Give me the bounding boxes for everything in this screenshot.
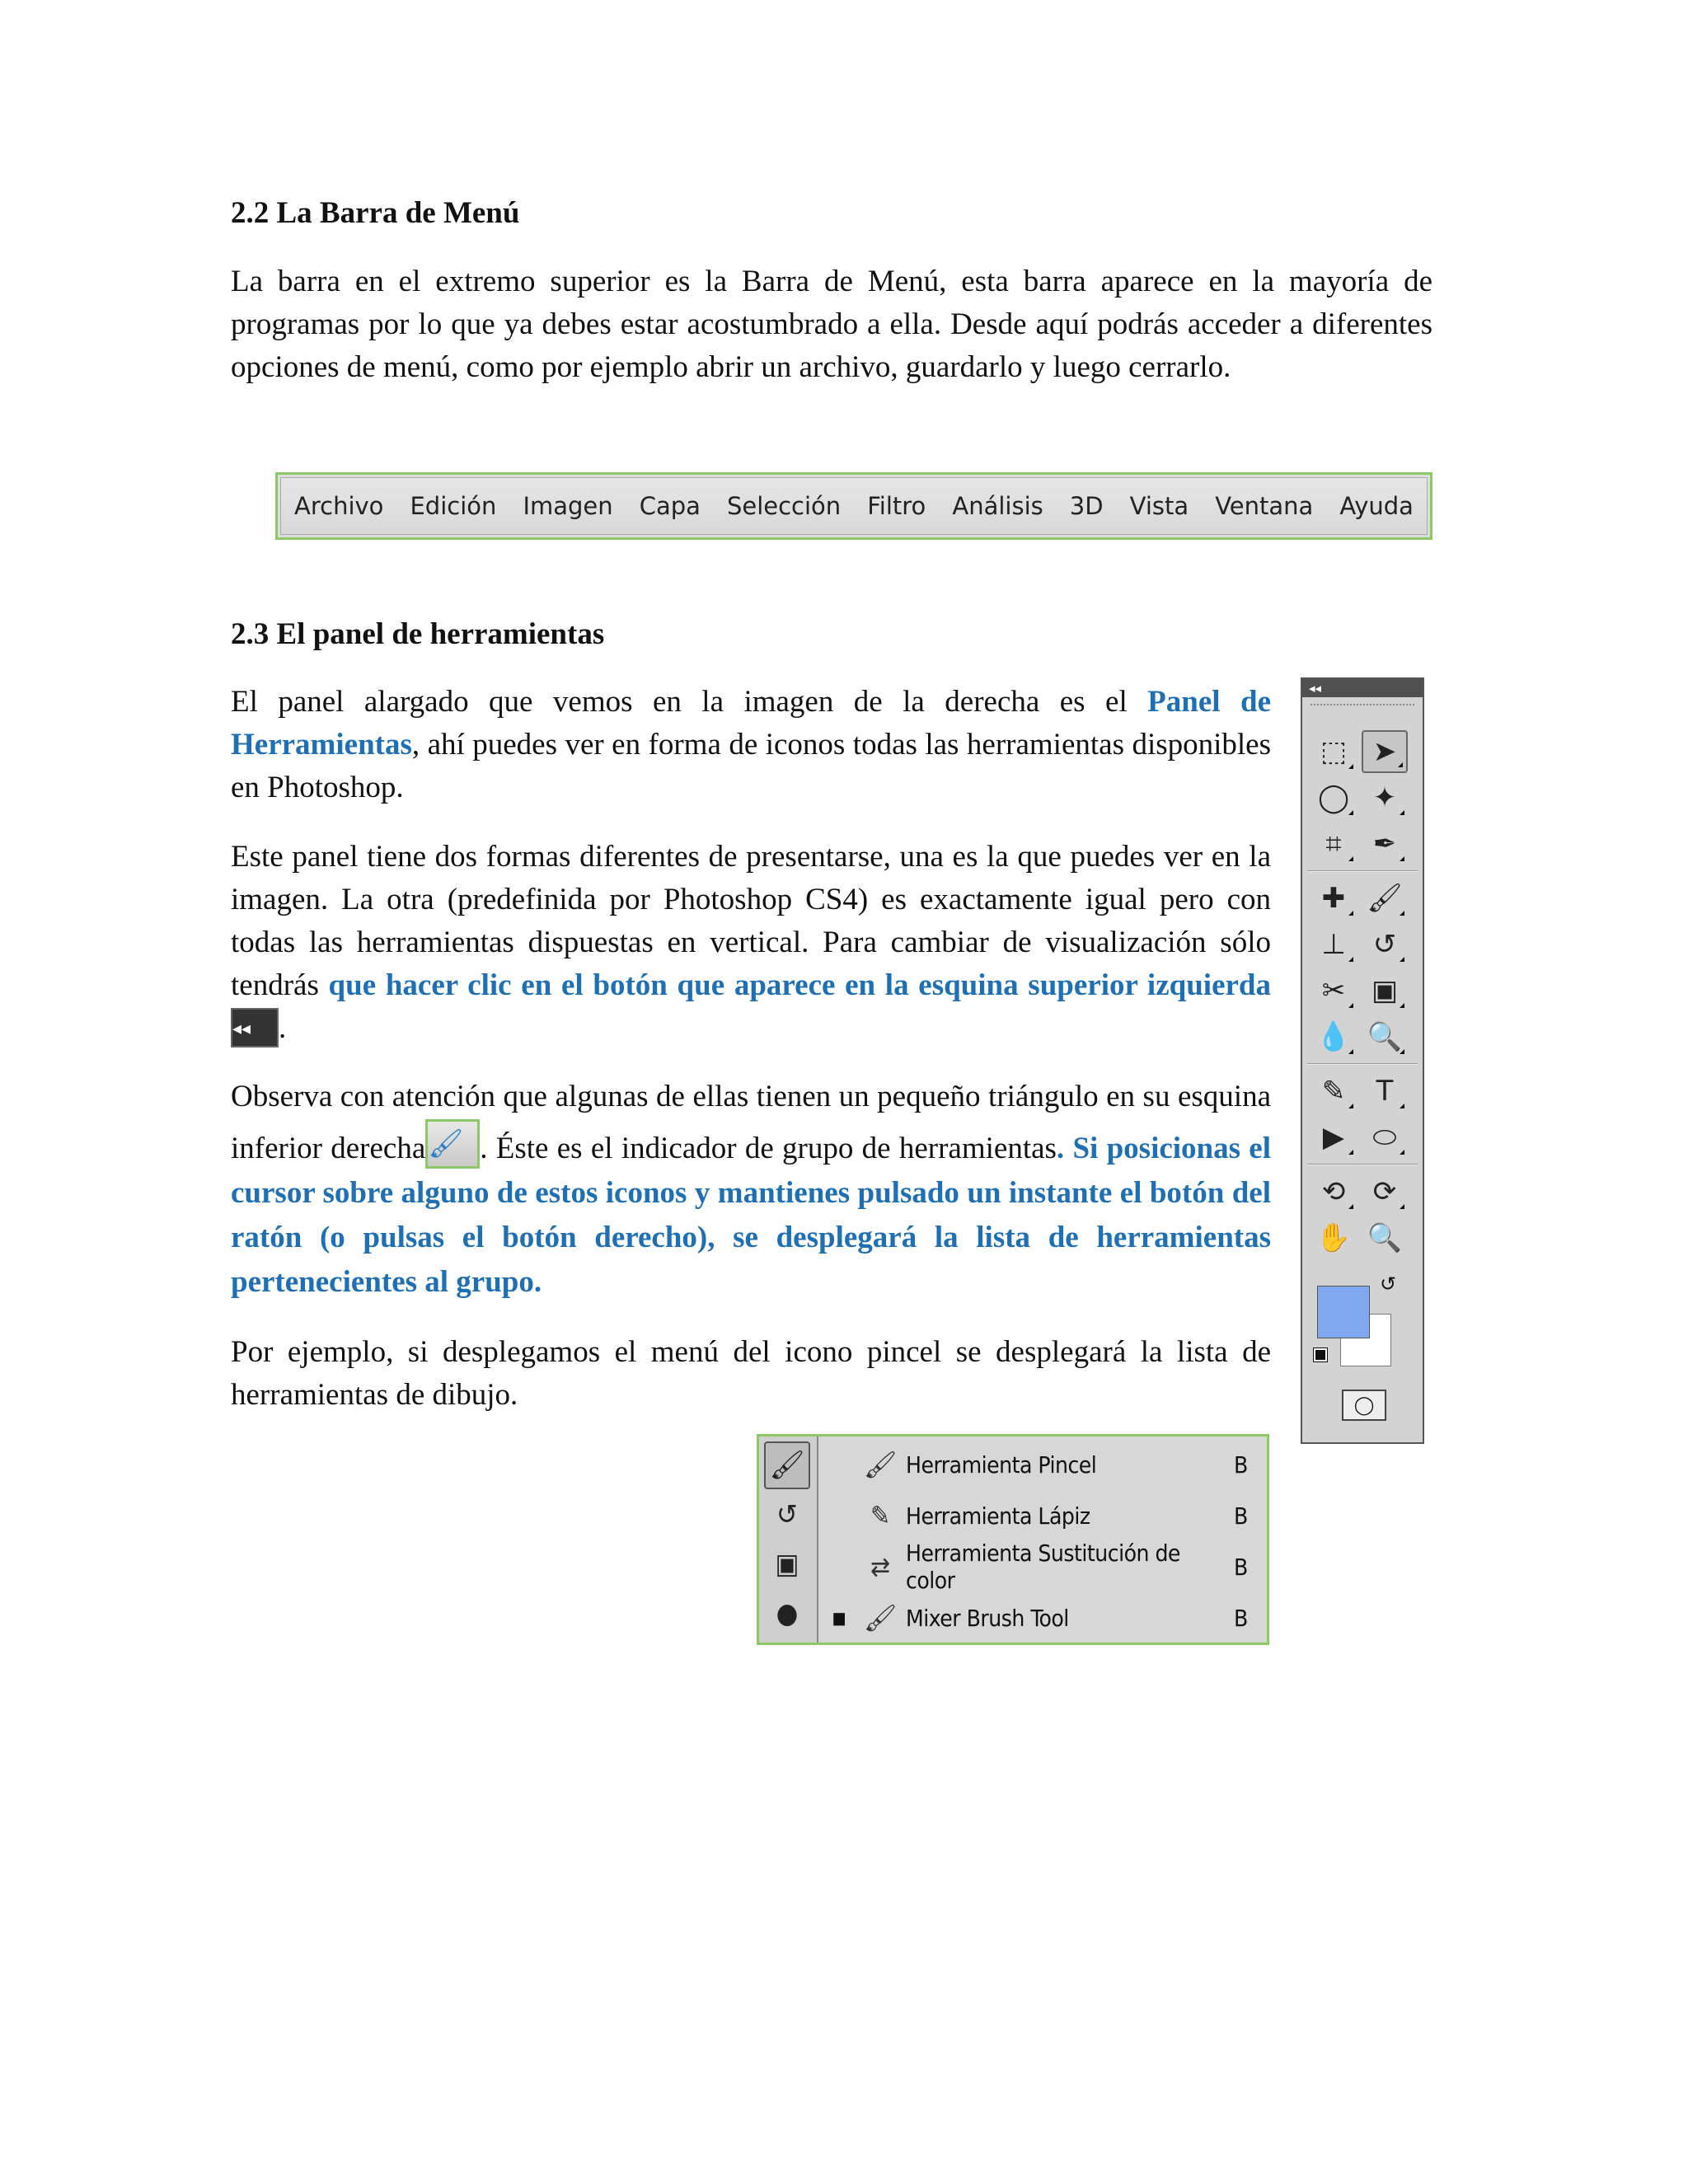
- collapse-instruction: que hacer clic en el botón que aparece en la esquina superior izquierda: [328, 968, 1271, 1002]
- blur-tool-icon[interactable]: 💧: [1311, 1015, 1357, 1058]
- section-2-3-title: 2.3 El panel de herramientas: [231, 617, 605, 651]
- blur-tool-icon[interactable]: ●: [776, 1597, 799, 1630]
- flyout-item-label: Mixer Brush Tool: [906, 1604, 1069, 1632]
- lasso-tool-icon[interactable]: ◯: [1311, 776, 1357, 819]
- quick-selection-tool-icon[interactable]: ✦: [1362, 776, 1408, 819]
- brush-tool-icon[interactable]: 🖌: [764, 1441, 810, 1489]
- flyout-item-label: Herramienta Pincel: [906, 1451, 1097, 1479]
- gradient-tool-icon[interactable]: ▣: [1362, 969, 1408, 1012]
- section-2-2-title: 2.2 La Barra de Menú: [231, 196, 520, 230]
- menu-item-ayuda[interactable]: Ayuda: [1339, 492, 1414, 520]
- menu-item-analisis[interactable]: Análisis: [952, 492, 1043, 520]
- hand-tool-icon[interactable]: ✋: [1315, 1221, 1352, 1254]
- flyout-item-label: Herramienta Lápiz: [906, 1502, 1090, 1530]
- panel-collapse-button[interactable]: ◂◂: [1302, 679, 1423, 697]
- menu-item-seleccion[interactable]: Selección: [726, 492, 842, 520]
- flyout-item[interactable]: [818, 1592, 1267, 1643]
- type-tool-icon[interactable]: T: [1362, 1070, 1408, 1113]
- section-2-3-body: [231, 681, 1271, 1417]
- menu-item-capa[interactable]: Capa: [639, 492, 701, 520]
- tool-separator: [1307, 870, 1418, 872]
- flyout-item[interactable]: [818, 1439, 1267, 1490]
- flyout-item-label: Herramienta Sustitución de color: [906, 1540, 1180, 1594]
- flyout-item-shortcut: B: [1234, 1604, 1249, 1632]
- menu-item-vista[interactable]: Vista: [1129, 492, 1189, 520]
- paragraph-panel-intro: El panel alargado que vemos en la imagen de la derecha es el Panel de Herramientas, ahí puedes ver en forma de iconos todas las herramientas disponibles en Photoshop.: [231, 685, 1271, 804]
- default-colors-icon[interactable]: [1314, 1348, 1327, 1361]
- pen-tool-icon[interactable]: ✎: [1311, 1070, 1357, 1113]
- paragraph-group-indicator: Observa con atención que algunas de ellas tienen un pequeño triángulo en su esquina inferior derecha🖌 . Éste es el indicador de grupo de herramientas. Si posicionas el cursor sobre alguno de estos iconos y mantienes pulsado un instante el botón del ratón (o pulsas el botón derecho), se desplegará la lista de herramientas pertenecientes al grupo.: [231, 1080, 1272, 1299]
- flyout-instruction: . Si posicionas el cursor sobre alguno de estos iconos y mantienes pulsado un instante el botón del ratón (o pulsas el botón derecho), se desplegará la lista de herramientas pertenecientes al grupo.: [231, 1132, 1272, 1299]
- menu-item-3d[interactable]: 3D: [1069, 492, 1104, 520]
- tools-panel-screenshot: [1301, 677, 1424, 1444]
- paragraph-panel-forms: Este panel tiene dos formas diferentes de presentarse, una es la que puedes ver en la imagen. La otra (predefinida por Photoshop CS4) es exactamente igual pero con todas las herramientas dispuestas en vertical. Para cambiar de visualización sólo tendrás que hacer clic en el botón que aparece en la esquina superior izquierda◂◂ .: [231, 836, 1271, 1050]
- panel-grip[interactable]: [1311, 704, 1414, 712]
- gradient-tool-icon[interactable]: ▣: [775, 1548, 799, 1581]
- history-brush-tool-icon[interactable]: ↺: [776, 1498, 798, 1531]
- paragraph-brush-example: Por ejemplo, si desplegamos el menú del icono pincel se desplegará la lista de herramientas de dibujo.: [231, 1335, 1271, 1412]
- pencil-icon: ✎: [870, 1500, 891, 1531]
- 3d-orbit-tool-icon[interactable]: ⟳: [1362, 1170, 1408, 1213]
- menu-item-ventana[interactable]: Ventana: [1215, 492, 1314, 520]
- color-replacement-icon: ⇄: [870, 1551, 891, 1582]
- section-2-2-paragraph: La barra en el extremo superior es la Barra de Menú, esta barra aparece en la mayoría de programas por lo que ya debes estar acostumbrado a ella. Desde aquí podrás acceder a diferentes opciones de menú, como por ejemplo abrir un archivo, guardarlo y luego cerrarlo.: [231, 265, 1432, 384]
- flyout-item-shortcut: B: [1234, 1553, 1249, 1581]
- tool-separator: [1307, 1063, 1418, 1065]
- mixer-brush-icon: 🖌: [863, 1602, 898, 1633]
- ellipse-tool-icon[interactable]: ⬭: [1362, 1116, 1408, 1159]
- healing-brush-tool-icon[interactable]: ✚: [1311, 877, 1357, 920]
- eraser-tool-icon[interactable]: ✂: [1311, 969, 1357, 1012]
- move-tool-icon[interactable]: ➤: [1362, 730, 1408, 773]
- tool-separator: [1307, 1164, 1418, 1165]
- flyout-item[interactable]: [818, 1490, 1267, 1541]
- collapse-panel-icon: ◂◂: [231, 1008, 279, 1047]
- path-selection-tool-icon[interactable]: ▶: [1311, 1116, 1357, 1159]
- flyout-item-shortcut: B: [1234, 1502, 1249, 1530]
- active-marker: ■: [832, 1608, 846, 1628]
- menu-item-imagen[interactable]: Imagen: [523, 492, 613, 520]
- dodge-tool-icon[interactable]: 🔍: [1362, 1015, 1408, 1058]
- swap-colors-icon[interactable]: ↺: [1380, 1272, 1397, 1296]
- menu-bar-screenshot: [275, 472, 1432, 540]
- menu-item-archivo[interactable]: Archivo: [294, 492, 384, 520]
- menu-item-edicion[interactable]: Edición: [410, 492, 497, 520]
- zoom-tool-icon[interactable]: 🔍: [1367, 1221, 1403, 1254]
- 3d-rotate-tool-icon[interactable]: ⟲: [1311, 1170, 1357, 1213]
- flyout-item[interactable]: [818, 1541, 1267, 1592]
- brush-icon: 🖌: [863, 1449, 898, 1480]
- quick-mask-icon[interactable]: ◯: [1342, 1390, 1386, 1421]
- eyedropper-tool-icon[interactable]: ✒: [1362, 823, 1408, 865]
- flyout-item-shortcut: B: [1234, 1451, 1249, 1479]
- history-brush-tool-icon[interactable]: ↺: [1362, 923, 1408, 966]
- clone-stamp-tool-icon[interactable]: ⊥: [1311, 923, 1357, 966]
- brush-flyout-screenshot: [757, 1434, 1269, 1645]
- menu-bar: [280, 477, 1428, 535]
- panel-herramientas-term: Panel de Herramientas: [231, 685, 1271, 762]
- marquee-tool-icon[interactable]: ⬚: [1311, 730, 1357, 773]
- crop-tool-icon[interactable]: ⌗: [1311, 823, 1357, 865]
- flyout-tool-column: [759, 1436, 818, 1643]
- menu-item-filtro[interactable]: Filtro: [867, 492, 926, 520]
- foreground-color-swatch[interactable]: [1317, 1286, 1370, 1338]
- brush-group-icon: 🖌: [425, 1119, 480, 1169]
- brush-tool-icon[interactable]: 🖌: [1362, 877, 1408, 920]
